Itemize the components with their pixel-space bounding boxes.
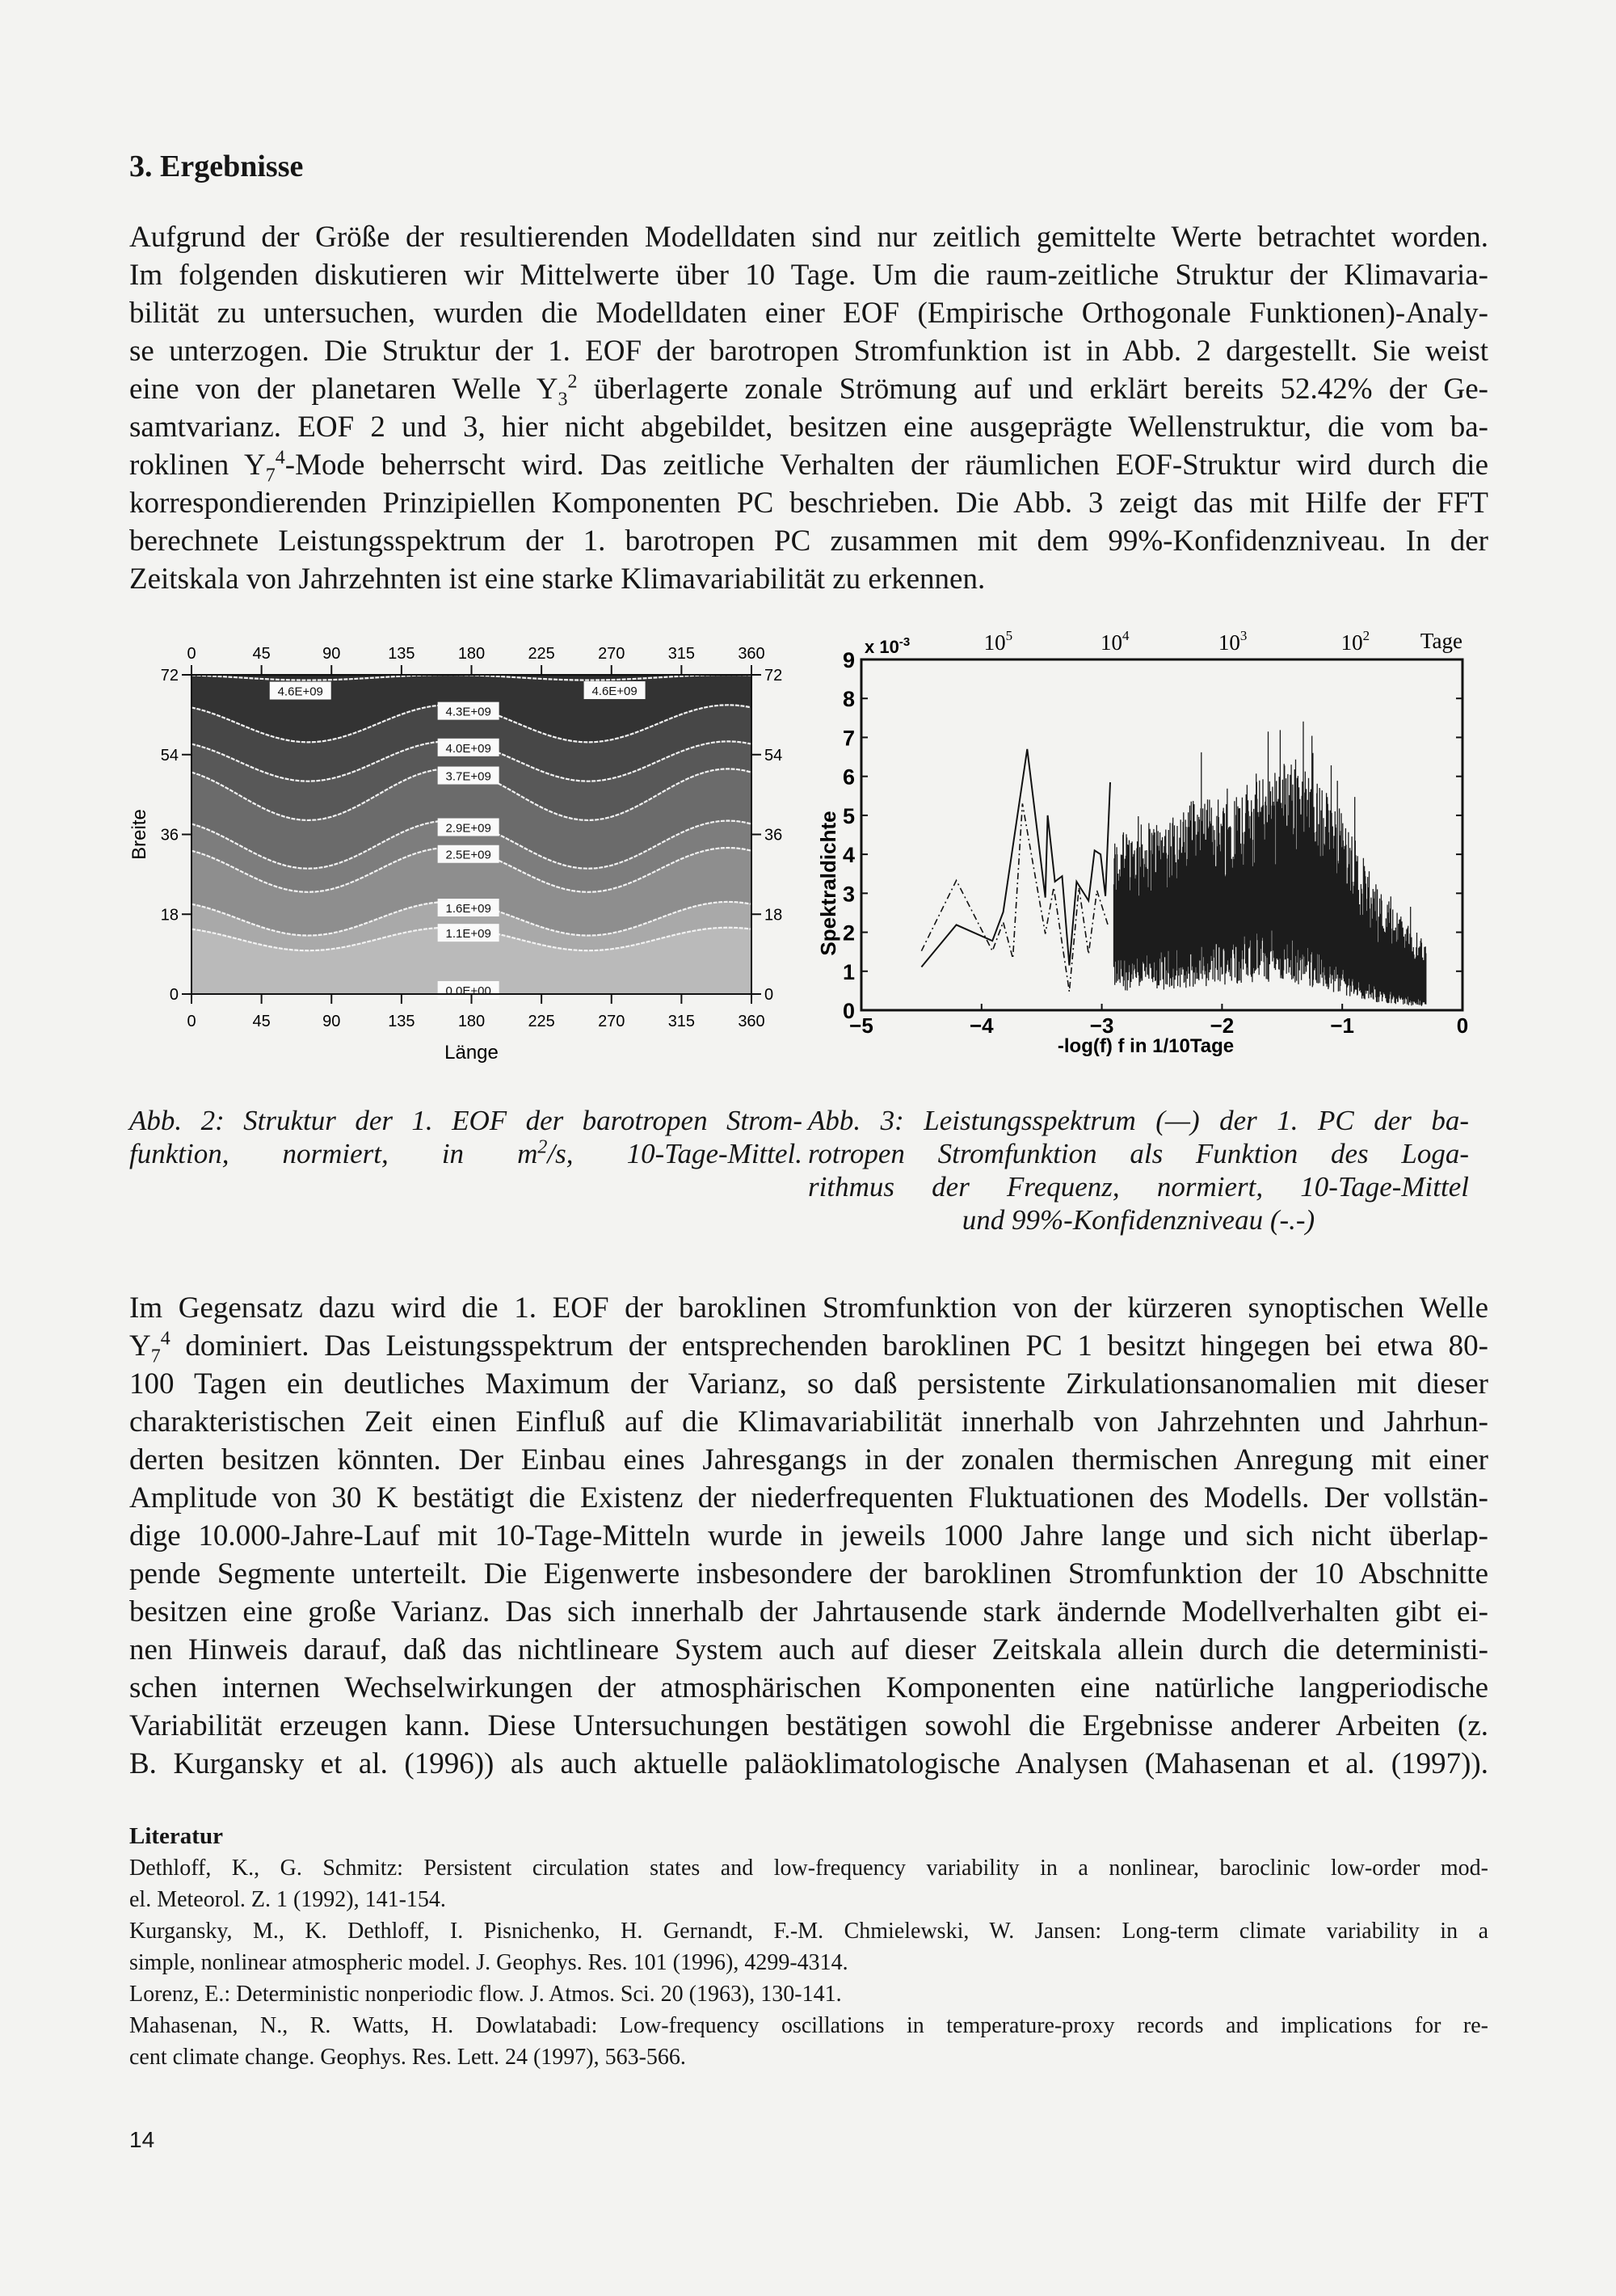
text-run: Im folgenden diskutieren wir Mittelwerte über 10 Tage. Um die raum-zeitliche Struktur der Klimavaria- bbox=[129, 259, 1488, 292]
x-tick-label-bottom: 180 bbox=[457, 1013, 486, 1030]
x-tick-label-bottom: 0 bbox=[187, 1013, 196, 1030]
top-axis-tick-label: $10^3$ bbox=[1218, 628, 1248, 655]
text-run: Aufgrund der Größe der resultierenden Modelldaten sind nur zeitlich gemittelte Werte betrachtet worden. bbox=[129, 221, 1488, 254]
y-axis-label: Breite bbox=[128, 809, 150, 860]
text-run: schen internen Wechselwirkungen der atmosphärischen Komponenten eine natürliche langperiodische bbox=[129, 1671, 1488, 1704]
caption-figure-3 bbox=[808, 1104, 1469, 1236]
subscript: 7 bbox=[265, 465, 276, 487]
x-tick-label-bottom: 90 bbox=[322, 1013, 341, 1030]
contour-label: 4.6E+09 bbox=[277, 685, 323, 699]
reference-line: simple, nonlinear atmospheric model. J. Geophys. Res. 101 (1996), 4299-4314. bbox=[129, 1950, 848, 1975]
x-tick-label-bottom: 360 bbox=[738, 1013, 765, 1030]
y-tick-label: 5 bbox=[842, 803, 855, 828]
y-tick-label-left: 36 bbox=[160, 826, 179, 845]
text-run: rotropen Stromfunktion als Funktion des Loga- bbox=[808, 1138, 1469, 1169]
text-run: Variabilität erzeugen kann. Diese Untersuchungen bestätigen sowohl die Ergebnisse anderer Arbeiten (z. bbox=[129, 1709, 1488, 1742]
contour-label: 2.9E+09 bbox=[445, 821, 491, 836]
text-line bbox=[129, 1403, 1488, 1441]
x-axis-label: Länge bbox=[444, 1042, 499, 1064]
x-tick-label-bottom: 270 bbox=[598, 1013, 625, 1030]
text-run: überlagerte zonale Strömung auf und erklärt bereits 52.42% der Ge- bbox=[577, 373, 1489, 406]
references-title: Literatur bbox=[129, 1823, 223, 1849]
caption-figure-2 bbox=[129, 1104, 802, 1170]
y-tick-label: 6 bbox=[842, 765, 855, 790]
top-axis-unit: Tage bbox=[1420, 629, 1462, 653]
text-line bbox=[129, 1137, 802, 1170]
y-tick-label-left: 72 bbox=[160, 667, 179, 685]
text-line bbox=[129, 1631, 1488, 1669]
x-tick-label-bottom: 315 bbox=[667, 1013, 696, 1030]
text-run: /s, 10-Tage-Mittel. bbox=[547, 1138, 802, 1169]
top-axis-tick-exponent: 4 bbox=[1122, 628, 1130, 643]
reference-list bbox=[129, 1852, 1488, 2073]
reference-line: Dethloff, K., G. Schmitz: Persistent circulation states and low-frequency variability in a nonlinear, baroclinic low-order mod- bbox=[129, 1856, 1488, 1881]
text-run: se unterzogen. Die Struktur der 1. EOF der barotropen Stromfunktion ist in Abb. 2 dargestellt. Sie weist bbox=[129, 335, 1488, 368]
reference-line: cent climate change. Geophys. Res. Lett. 24 (1997), 563-566. bbox=[129, 2045, 686, 2070]
y-tick-label: 2 bbox=[842, 921, 855, 946]
contour-label: 4.6E+09 bbox=[591, 685, 638, 699]
text-run: und 99%-Konfidenzniveau (-.-) bbox=[962, 1204, 1315, 1236]
y-tick-label-right: 18 bbox=[764, 906, 783, 925]
paragraph-2 bbox=[129, 1289, 1488, 1783]
y-tick-label: 0 bbox=[842, 999, 855, 1023]
text-run: -Mode beherrscht wird. Das zeitliche Verhalten der räumlichen EOF-Struktur wird durch die bbox=[284, 449, 1488, 482]
text-line bbox=[129, 1593, 1488, 1631]
text-run: Abb. 2: Struktur der 1. EOF der barotropen Strom- bbox=[129, 1105, 802, 1136]
x-tick-label-top: 0 bbox=[187, 645, 196, 663]
contour-label: 2.5E+09 bbox=[445, 848, 491, 862]
x-tick-label: −4 bbox=[969, 1013, 994, 1038]
y-tick-label: 4 bbox=[842, 843, 855, 868]
top-axis-tick-exponent: 2 bbox=[1362, 628, 1370, 643]
x-tick-label: −2 bbox=[1210, 1013, 1235, 1038]
y-tick-label-left: 0 bbox=[169, 986, 179, 1004]
contour-label: 4.0E+09 bbox=[445, 741, 491, 756]
text-run: derten besitzen könnten. Der Einbau eines Jahresgangs in der zonalen thermischen Anregung mit einer bbox=[129, 1443, 1488, 1477]
y-tick-label: 3 bbox=[842, 882, 855, 907]
top-axis-tick-label: $10^5$ bbox=[983, 628, 1013, 655]
top-axis-tick-label: $10^4$ bbox=[1100, 628, 1130, 655]
y-tick-label-right: 54 bbox=[764, 746, 783, 765]
text-run: bilität zu untersuchen, wurden die Modelldaten einer EOF (Empirische Orthogonale Funktionen)-Analy- bbox=[129, 297, 1488, 330]
y-scale-label: x $10^{-3}$ bbox=[865, 635, 911, 657]
top-axis-tick-exponent: 3 bbox=[1239, 628, 1248, 643]
y-axis-label: Spektraldichte bbox=[816, 811, 840, 956]
text-line bbox=[129, 1555, 1488, 1593]
contour-label: 4.3E+09 bbox=[445, 705, 491, 719]
text-run: korrespondierenden Prinzipiellen Komponenten PC beschrieben. Die Abb. 3 zeigt das mit Hilfe der FFT bbox=[129, 487, 1488, 520]
text-run: charakteristischen Zeit einen Einfluß auf die Klimavariabilität innerhalb von Jahrzehnten und Jahrhun- bbox=[129, 1405, 1488, 1439]
reference-line: el. Meteorol. Z. 1 (1992), 141-154. bbox=[129, 1887, 446, 1912]
reference-line: Kurgansky, M., K. Dethloff, I. Pisnichenko, H. Gernandt, F.-M. Chmielewski, W. Jansen: Long-term climate variability in a bbox=[129, 1919, 1488, 1944]
series-power-spectrum bbox=[921, 749, 1110, 967]
text-run: Abb. 3: Leistungsspektrum (—) der 1. PC der ba- bbox=[808, 1105, 1469, 1136]
contour-label: 0.0E+00 bbox=[445, 984, 491, 998]
figure-2-eof-contour bbox=[128, 645, 782, 1064]
y-tick-label-right: 72 bbox=[764, 667, 783, 685]
text-line bbox=[129, 1517, 1488, 1555]
x-tick-label: 0 bbox=[1456, 1013, 1469, 1038]
x-tick-label-top: 90 bbox=[322, 645, 341, 663]
x-axis-label: -log(f) f in 1/10Tage bbox=[1057, 1035, 1235, 1057]
text-line bbox=[129, 1327, 1488, 1365]
text-line bbox=[129, 1441, 1488, 1479]
x-tick-label-top: 135 bbox=[388, 645, 415, 663]
superscript: 4 bbox=[160, 1328, 170, 1350]
y-tick-label-right: 36 bbox=[764, 826, 783, 845]
text-run: funktion, normiert, in m bbox=[129, 1138, 538, 1169]
y-tick-label: 9 bbox=[842, 648, 855, 672]
contour-label: 1.6E+09 bbox=[445, 901, 491, 916]
x-tick-label: −1 bbox=[1330, 1013, 1355, 1038]
x-tick-label-top: 315 bbox=[667, 645, 696, 663]
text-run: rithmus der Frequenz, normiert, 10-Tage-Mittel bbox=[808, 1171, 1469, 1203]
x-tick-label-top: 180 bbox=[457, 645, 486, 663]
text-run: Amplitude von 30 K bestätigt die Existenz der niederfrequenten Fluktuationen des Modells. Der vollstän- bbox=[129, 1481, 1488, 1515]
text-line bbox=[808, 1170, 1469, 1203]
y-tick-label: 7 bbox=[842, 726, 855, 751]
text-run: nen Hinweis darauf, daß das nichtlineare System auch auf dieser Zeitskala allein durch die deterministi- bbox=[129, 1633, 1488, 1666]
text-line bbox=[129, 1669, 1488, 1707]
page-number: 14 bbox=[129, 2127, 155, 2152]
contour-label: 1.1E+09 bbox=[445, 927, 491, 942]
y-tick-label-left: 54 bbox=[160, 746, 179, 765]
text-run: pende Segmente unterteilt. Die Eigenwerte insbesondere der baroklinen Stromfunktion der 10 Abschnitte bbox=[129, 1557, 1488, 1590]
text-line bbox=[808, 1203, 1469, 1236]
text-run: Zeitskala von Jahrzehnten ist eine starke Klimavariabilität zu erkennen. bbox=[129, 562, 986, 596]
text-run: eine von der planetaren Welle Y bbox=[129, 373, 558, 406]
text-run: Im Gegensatz dazu wird die 1. EOF der baroklinen Stromfunktion von der kürzeren synoptischen Welle bbox=[129, 1291, 1488, 1325]
x-tick-label-top: 225 bbox=[528, 645, 555, 663]
text-line bbox=[129, 1104, 802, 1137]
x-tick-label: −3 bbox=[1089, 1013, 1114, 1038]
text-run: roklinen Y bbox=[129, 449, 266, 482]
text-run: berechnete Leistungsspektrum der 1. barotropen PC zusammen mit dem 99%-Konfidenzniveau. In der bbox=[129, 524, 1488, 558]
y-scale-exponent: -3 bbox=[898, 635, 911, 649]
figure-3-power-spectrum bbox=[816, 628, 1468, 1057]
text-line bbox=[129, 1365, 1488, 1403]
y-tick-label-left: 18 bbox=[160, 906, 179, 925]
text-run: besitzen eine große Varianz. Das sich innerhalb der Jahrtausende stark ändernde Modellverhalten gibt ei- bbox=[129, 1595, 1488, 1628]
superscript: 4 bbox=[275, 447, 285, 469]
section-heading: 3. Ergebnisse bbox=[129, 150, 304, 183]
y-tick-label: 8 bbox=[842, 687, 855, 712]
x-tick-label-bottom: 45 bbox=[252, 1013, 271, 1030]
y-tick-label-right: 0 bbox=[764, 986, 774, 1004]
spectrum-dense-region bbox=[1114, 722, 1426, 1006]
text-line bbox=[808, 1137, 1469, 1170]
text-line bbox=[129, 1479, 1488, 1517]
top-axis-tick-exponent: 5 bbox=[1005, 628, 1013, 643]
x-tick-label-top: 45 bbox=[252, 645, 271, 663]
text-line bbox=[129, 1289, 1488, 1327]
text-run: dominiert. Das Leistungsspektrum der entsprechenden baroklinen PC 1 besitzt hingegen bei etwa 80- bbox=[170, 1329, 1488, 1363]
superscript: 2 bbox=[567, 371, 578, 393]
text-run: B. Kurgansky et al. (1996)) als auch aktuelle paläoklimatologische Analysen (Mahasenan et al. (1997)). bbox=[129, 1747, 1488, 1780]
text-run: dige 10.000-Jahre-Lauf mit 10-Tage-Mitteln wurde in jeweils 1000 Jahre lange und sich nicht überlap- bbox=[129, 1519, 1488, 1552]
x-tick-label: −5 bbox=[849, 1013, 873, 1038]
reference-line: Mahasenan, N., R. Watts, H. Dowlatabadi: Low-frequency oscillations in temperature-proxy records and implications for re- bbox=[129, 2013, 1488, 2038]
contour-label: 3.7E+09 bbox=[445, 769, 491, 784]
text-line bbox=[129, 1745, 1488, 1783]
top-axis-tick-label: $10^2$ bbox=[1340, 628, 1370, 655]
x-tick-label-top: 360 bbox=[738, 645, 765, 663]
reference-line: Lorenz, E.: Deterministic nonperiodic flow. J. Atmos. Sci. 20 (1963), 130-141. bbox=[129, 1982, 842, 2007]
subscript: 7 bbox=[150, 1346, 161, 1367]
text-run: samtvarianz. EOF 2 und 3, hier nicht abgebildet, besitzen eine ausgeprägte Wellenstruktur, die vom ba- bbox=[129, 411, 1488, 444]
text-line bbox=[129, 1707, 1488, 1745]
x-tick-label-bottom: 135 bbox=[388, 1013, 415, 1030]
references bbox=[129, 1821, 1488, 2073]
y-tick-label: 1 bbox=[842, 959, 855, 984]
subscript: 3 bbox=[558, 389, 568, 411]
superscript: 2 bbox=[537, 1136, 548, 1158]
text-line bbox=[808, 1104, 1469, 1137]
x-tick-label-top: 270 bbox=[598, 645, 625, 663]
text-run: 100 Tagen ein deutliches Maximum der Varianz, so daß persistente Zirkulationsanomalien mit dieser bbox=[129, 1367, 1488, 1401]
x-tick-label-bottom: 225 bbox=[528, 1013, 555, 1030]
text-run: Y bbox=[129, 1329, 151, 1363]
